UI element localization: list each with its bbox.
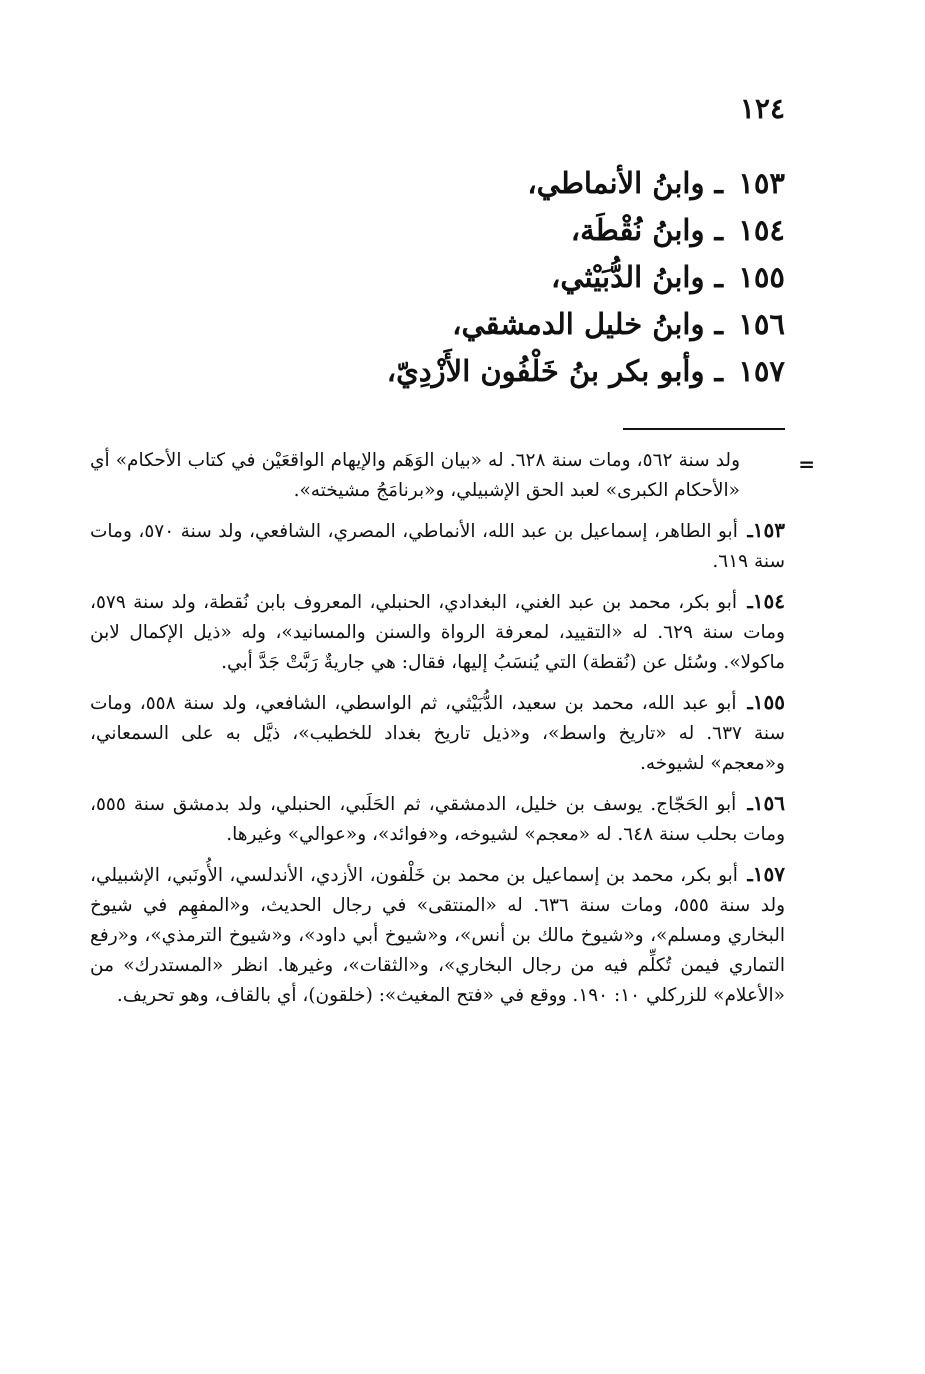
main-list-item bbox=[135, 348, 785, 395]
footnote-text: ولد سنة ٥٦٢، ومات سنة ٦٢٨. له «بيان الوَهَم والإيهام الواقعَيْن في كتاب الأحكام» أي «الأحكام الكبرى» لعبد الحق الإشبيلي، و«برنامَجُ مشيخته». bbox=[90, 450, 740, 501]
item-text: وأبو بكر بنُ خَلْفُون الأَزْدِيّ، bbox=[386, 354, 705, 388]
item-number: ١٥٦ bbox=[738, 307, 785, 341]
footnote bbox=[90, 859, 785, 1011]
footnote-continuation bbox=[90, 446, 785, 506]
footnote-dash: ـ bbox=[747, 865, 753, 886]
item-text: وابنُ الأنماطي، bbox=[527, 166, 705, 200]
item-text: وابنُ خليل الدمشقي، bbox=[452, 307, 705, 341]
footnotes bbox=[90, 446, 785, 1020]
footnote-dash: ـ bbox=[747, 521, 753, 542]
page-number: ١٢٤ bbox=[739, 92, 785, 125]
footnote-number: ١٥٥ bbox=[752, 690, 785, 714]
main-list-item bbox=[135, 207, 785, 254]
item-dash: ـ bbox=[714, 213, 723, 247]
footnote-number: ١٥٤ bbox=[752, 589, 785, 613]
main-list-item bbox=[135, 301, 785, 348]
footnote-text: أبو الحَجّاج. يوسف بن خليل، الدمشقي، ثم الحَلَبي، الحنبلي، ولد بدمشق سنة ٥٥٥، ومات بحلب سنة ٦٤٨. له «معجم» لشيوخه، و«فوائد»، و«عوالي» وغيرها. bbox=[90, 794, 785, 845]
footnote bbox=[90, 687, 785, 779]
footnote-dash: ـ bbox=[747, 693, 753, 714]
item-text: وابنُ نُقْطَة، bbox=[570, 213, 705, 247]
footnote-dash: ـ bbox=[747, 592, 753, 613]
item-dash: ـ bbox=[714, 166, 723, 200]
main-list-item bbox=[135, 254, 785, 301]
footnote-number: ١٥٧ bbox=[752, 862, 785, 886]
footnote-dash: ـ bbox=[747, 794, 753, 815]
footnote-text: أبو بكر، محمد بن إسماعيل بن محمد بن خَلْفون، الأزدي، الأندلسي، الأُونَبي، الإشبيلي، ولد سنة ٥٥٥، ومات سنة ٦٣٦. له «المنتقى» في رجال الحديث، و«المفهِم في شيوخ البخاري ومسلم»، و«شيوخ مالك بن أنس»، و«شيوخ أبي داود»، و«شيوخ الترمذي»، و«رفع التماري فيمن تُكلِّم فيه من رجال البخاري»، و«الثقات»، وغيرها. انظر «المستدرك» من «الأعلام» للزركلي ١٠: ١٩٠. ووقع في «فتح المغيث»: (خلقون)، أي بالقاف، وهو تحريف. bbox=[90, 865, 786, 1006]
continuation-mark: = bbox=[798, 452, 815, 476]
footnote-text: أبو عبد الله، محمد بن سعيد، الدُّبَيْثي، ثم الواسطي، الشافعي، ولد سنة ٥٥٨، ومات سنة ٦٣٧. له «تاريخ واسط»، و«ذيل تاريخ بغداد للخطيب»، ذيَّل به على السمعاني، و«معجم» لشيوخه. bbox=[90, 693, 785, 774]
item-dash: ـ bbox=[714, 260, 723, 294]
item-number: ١٥٧ bbox=[738, 354, 785, 388]
footnote-number: ١٥٣ bbox=[752, 518, 785, 542]
footnote bbox=[90, 515, 785, 577]
footnote-text: أبو الطاهر، إسماعيل بن عبد الله، الأنماطي، المصري، الشافعي، ولد سنة ٥٧٠، ومات سنة ٦١٩. bbox=[90, 521, 785, 572]
main-list bbox=[135, 160, 785, 395]
item-number: ١٥٥ bbox=[738, 260, 785, 294]
footnote-number: ١٥٦ bbox=[752, 791, 785, 815]
item-dash: ـ bbox=[714, 354, 723, 388]
footnote bbox=[90, 788, 785, 850]
item-text: وابنُ الدُّبَيْثي، bbox=[550, 260, 705, 294]
item-number: ١٥٤ bbox=[738, 213, 785, 247]
footnote-separator bbox=[623, 428, 785, 430]
item-dash: ـ bbox=[714, 307, 723, 341]
footnote-text: أبو بكر، محمد بن عبد الغني، البغدادي، الحنبلي، المعروف بابن نُقطة، ولد سنة ٥٧٩، ومات سنة ٦٢٩. له «التقييد، لمعرفة الرواة والسنن والمسانيد»، وله «ذيل الإكمال لابن ماكولا». وسُئل عن (نُقطة) التي يُنسَبُ إليها، فقال: هي جاريةٌ رَبَّتْ جَدَّ أبي. bbox=[90, 592, 785, 673]
footnote bbox=[90, 586, 785, 678]
main-list-item bbox=[135, 160, 785, 207]
item-number: ١٥٣ bbox=[738, 166, 785, 200]
